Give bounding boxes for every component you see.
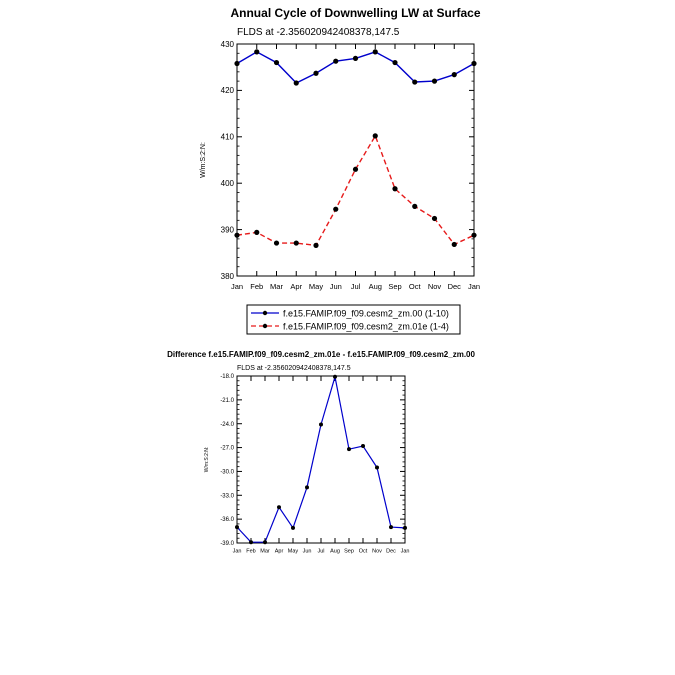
data-point xyxy=(249,540,253,544)
x-tick-label: Dec xyxy=(447,281,461,291)
data-point xyxy=(234,61,239,66)
chart-1 xyxy=(200,6,481,334)
y-axis-label: W/m:S:2:N: xyxy=(200,142,207,178)
x-tick-label: Jan xyxy=(400,548,410,555)
data-point xyxy=(353,167,358,172)
data-point xyxy=(373,133,378,138)
data-point xyxy=(432,216,437,221)
data-point xyxy=(361,444,365,448)
x-tick-label: Mar xyxy=(260,548,270,555)
x-tick-label: Mar xyxy=(270,281,283,291)
legend-marker xyxy=(263,311,267,315)
data-point xyxy=(319,423,323,427)
data-point xyxy=(373,49,378,54)
data-point xyxy=(274,240,279,245)
data-point xyxy=(294,80,299,85)
y-tick-label: 380 xyxy=(220,271,234,281)
y-tick-label: -21.0 xyxy=(220,397,234,404)
data-point xyxy=(313,71,318,76)
data-point xyxy=(263,540,267,544)
series-line-1 xyxy=(237,377,405,542)
data-point xyxy=(353,56,358,61)
x-tick-label: Nov xyxy=(427,281,442,291)
x-tick-label: Aug xyxy=(368,281,382,291)
y-tick-label: 430 xyxy=(220,39,234,49)
data-point xyxy=(333,207,338,212)
y-tick-label: -24.0 xyxy=(220,421,234,428)
legend-marker xyxy=(263,324,267,328)
chart-title: Difference f.e15.FAMIP.f09_f09.cesm2_zm.01e - f.e15.FAMIP.f09_f09.cesm2_zm.00 xyxy=(167,350,475,359)
y-tick-label: 420 xyxy=(220,86,234,96)
data-point xyxy=(305,485,309,489)
x-tick-label: Sep xyxy=(344,548,354,555)
y-tick-label: -18.0 xyxy=(220,374,234,381)
data-point xyxy=(452,242,457,247)
data-point xyxy=(235,525,239,529)
data-point xyxy=(471,233,476,238)
y-tick-label: -33.0 xyxy=(220,493,234,500)
x-tick-label: Oct xyxy=(358,548,368,555)
x-tick-label: May xyxy=(287,548,299,555)
y-tick-label: 410 xyxy=(220,132,234,142)
x-tick-label: May xyxy=(308,281,324,291)
x-tick-label: Jan xyxy=(232,548,242,555)
data-point xyxy=(392,186,397,191)
y-tick-label: 400 xyxy=(220,179,234,188)
data-point xyxy=(347,447,351,451)
y-tick-label: -36.0 xyxy=(220,517,234,524)
series-line-2 xyxy=(237,136,474,246)
data-point xyxy=(392,60,397,65)
chart-subtitle: FLDS at -2.356020942408378,147.5 xyxy=(237,365,351,372)
x-tick-label: Dec xyxy=(386,548,396,555)
y-tick-label: -39.0 xyxy=(220,541,234,548)
data-point xyxy=(234,233,239,238)
data-point xyxy=(333,59,338,64)
chart-2 xyxy=(167,350,475,554)
data-point xyxy=(452,72,457,77)
x-tick-label: Apr xyxy=(274,548,284,555)
data-point xyxy=(412,204,417,209)
x-tick-label: Feb xyxy=(250,281,264,291)
plot-frame xyxy=(237,44,474,276)
data-point xyxy=(294,240,299,245)
x-tick-label: Nov xyxy=(372,548,382,555)
y-tick-label: -30.0 xyxy=(220,469,234,476)
x-tick-label: Jul xyxy=(350,281,361,291)
x-tick-label: Jun xyxy=(329,281,342,291)
data-point xyxy=(277,505,281,509)
x-tick-label: Jun xyxy=(302,548,312,555)
data-point xyxy=(432,79,437,84)
chart-title: Annual Cycle of Downwelling LW at Surface xyxy=(230,6,481,20)
data-point xyxy=(274,60,279,65)
data-point xyxy=(291,526,295,530)
x-tick-label: Jul xyxy=(317,548,325,555)
legend-entry-2: f.e15.FAMIP.f09_f09.cesm2_zm.01e (1-4) xyxy=(283,321,449,332)
y-axis-label: W/m:S:2:N: xyxy=(204,446,210,473)
x-tick-label: Sep xyxy=(388,281,402,291)
data-point xyxy=(333,375,337,379)
chart-subtitle: FLDS at -2.356020942408378,147.5 xyxy=(237,27,400,38)
x-tick-label: Aug xyxy=(330,548,340,555)
data-point xyxy=(471,61,476,66)
x-tick-label: Feb xyxy=(246,548,256,555)
x-tick-label: Oct xyxy=(408,281,421,291)
data-point xyxy=(389,525,393,529)
data-point xyxy=(403,526,407,530)
plot-frame xyxy=(237,376,405,543)
y-tick-label: -27.0 xyxy=(220,445,234,452)
legend-entry-1: f.e15.FAMIP.f09_f09.cesm2_zm.00 (1-10) xyxy=(283,308,449,319)
x-tick-label: Jan xyxy=(467,281,481,291)
x-tick-label: Apr xyxy=(290,281,303,291)
data-point xyxy=(313,243,318,248)
data-point xyxy=(412,79,417,84)
x-tick-label: Jan xyxy=(230,281,244,291)
data-point xyxy=(254,49,259,54)
y-tick-label: 390 xyxy=(220,225,234,235)
data-point xyxy=(254,230,259,235)
data-point xyxy=(375,465,379,469)
